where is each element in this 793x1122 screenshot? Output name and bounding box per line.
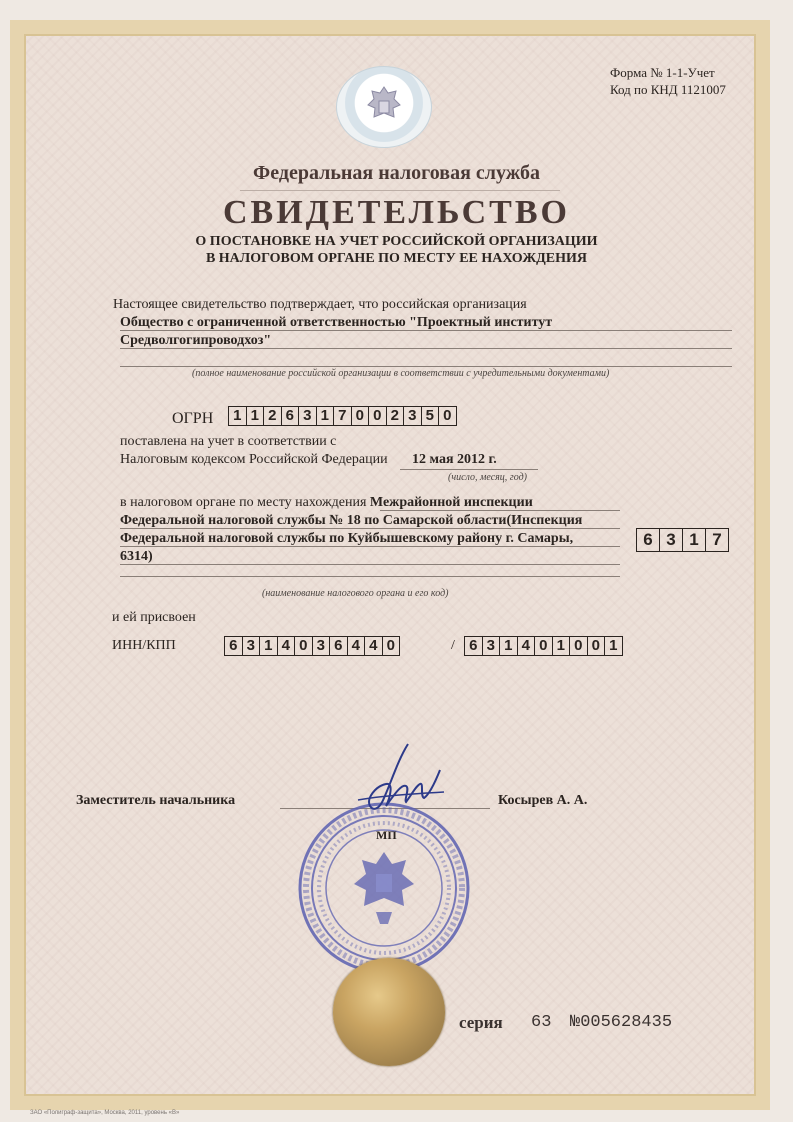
kpp-digit: 1 xyxy=(609,637,618,654)
kpp-digit: 0 xyxy=(570,637,588,655)
tax-office-code-digit: 3 xyxy=(660,529,683,551)
document-subtitle-1: О ПОСТАНОВКЕ НА УЧЕТ РОССИЙСКОЙ ОРГАНИЗАЦИИ xyxy=(195,234,598,249)
tax-office-name-4: 6314) xyxy=(120,549,153,564)
inn-digit: 6 xyxy=(225,637,243,655)
inn-digit: 3 xyxy=(313,637,331,655)
tax-office-name-1: Межрайонной инспекции xyxy=(369,495,533,510)
registration-line-2: Налоговым кодексом Российской Федерации xyxy=(120,452,388,467)
org-full-name xyxy=(120,314,552,350)
ogrn-digit: 7 xyxy=(334,407,352,425)
ogrn-digit: 2 xyxy=(387,407,405,425)
series-label: серия xyxy=(459,1013,503,1032)
registration-date: 12 мая 2012 г. xyxy=(412,452,497,467)
tax-office-code-boxes xyxy=(636,528,729,552)
inn-digit: 3 xyxy=(243,637,261,655)
tax-office-name-3: Федеральной налоговой службы по Куйбышевскому району г. Самары, xyxy=(120,531,574,546)
hologram-seal-icon xyxy=(333,958,445,1066)
tax-office-caption: (наименование налогового органа и его код) xyxy=(262,588,449,599)
ogrn-digit: 2 xyxy=(264,407,282,425)
signature-icon xyxy=(340,740,450,830)
inn-digit: 0 xyxy=(295,637,313,655)
inn-digit: 4 xyxy=(348,637,366,655)
inn-digit: 0 xyxy=(386,637,395,654)
inn-digit: 1 xyxy=(260,637,278,655)
document-title: СВИДЕТЕЛЬСТВО xyxy=(223,194,570,231)
ogrn-label: ОГРН xyxy=(172,410,214,427)
ogrn-digit: 0 xyxy=(352,407,370,425)
kpp-digit-boxes xyxy=(464,636,623,656)
kpp-digit: 3 xyxy=(483,637,501,655)
ogrn-digit-boxes xyxy=(228,406,457,426)
signer-position: Заместитель начальника xyxy=(76,793,236,808)
ogrn-digit: 0 xyxy=(443,407,452,424)
ogrn-digit: 3 xyxy=(299,407,317,425)
service-title: Федеральная налоговая служба xyxy=(253,162,540,184)
date-caption: (число, месяц, год) xyxy=(448,472,527,483)
document-subtitle-2: В НАЛОГОВОМ ОРГАНЕ ПО МЕСТУ ЕЕ НАХОЖДЕНИЯ xyxy=(205,251,588,266)
series-number: №005628435 xyxy=(570,1013,673,1032)
tax-office-code-digit: 1 xyxy=(683,529,706,551)
printer-footer: ЗАО «Полиграф-защита», Москва, 2011, уровень «В» xyxy=(30,1110,180,1116)
kpp-digit: 1 xyxy=(500,637,518,655)
org-name-line-1: Общество с ограниченной ответственностью "Проектный институт xyxy=(120,315,553,330)
kpp-digit: 0 xyxy=(535,637,553,655)
kpp-digit: 0 xyxy=(588,637,606,655)
org-name-line-2: Средволгогипроводхоз" xyxy=(120,333,272,348)
org-intro-text: Настоящее свидетельство подтверждает, что российская организация xyxy=(113,297,527,312)
fns-emblem-icon xyxy=(336,66,432,148)
assigned-label: и ей присвоен xyxy=(112,610,196,625)
kpp-digit: 1 xyxy=(553,637,571,655)
series-value: 63 xyxy=(531,1013,552,1032)
knd-code-line: Код по КНД 1121007 xyxy=(610,82,726,97)
tax-office-code-digit: 7 xyxy=(712,530,722,549)
tax-office-block xyxy=(120,494,620,566)
ogrn-digit: 6 xyxy=(282,407,300,425)
ogrn-digit: 3 xyxy=(404,407,422,425)
inn-digit: 4 xyxy=(365,637,383,655)
inn-digit: 6 xyxy=(330,637,348,655)
ogrn-digit: 1 xyxy=(229,407,247,425)
kpp-digit: 4 xyxy=(518,637,536,655)
inn-kpp-separator: / xyxy=(451,638,455,653)
org-name-caption: (полное наименование российской организации в соответствии с учредительными документами) xyxy=(192,368,610,379)
tax-office-code-digit: 6 xyxy=(637,529,660,551)
inn-kpp-label: ИНН/КПП xyxy=(112,638,176,653)
tax-office-prefix: в налоговом органе по месту нахождения xyxy=(120,495,367,510)
tax-office-name-2: Федеральной налоговой службы № 18 по Самарской области(Инспекция xyxy=(120,513,583,528)
registration-line-1: поставлена на учет в соответствии с xyxy=(120,434,337,449)
ogrn-digit: 1 xyxy=(247,407,265,425)
ogrn-digit: 1 xyxy=(317,407,335,425)
ogrn-digit: 0 xyxy=(369,407,387,425)
inn-digit: 4 xyxy=(278,637,296,655)
form-number xyxy=(610,64,726,98)
inn-digit-boxes xyxy=(224,636,400,656)
kpp-digit: 6 xyxy=(465,637,483,655)
form-number-line: Форма № 1-1-Учет xyxy=(610,65,715,80)
ogrn-digit: 5 xyxy=(422,407,440,425)
stamp-mark-label: МП xyxy=(376,828,397,842)
signer-name: Косырев А. А. xyxy=(498,793,588,808)
